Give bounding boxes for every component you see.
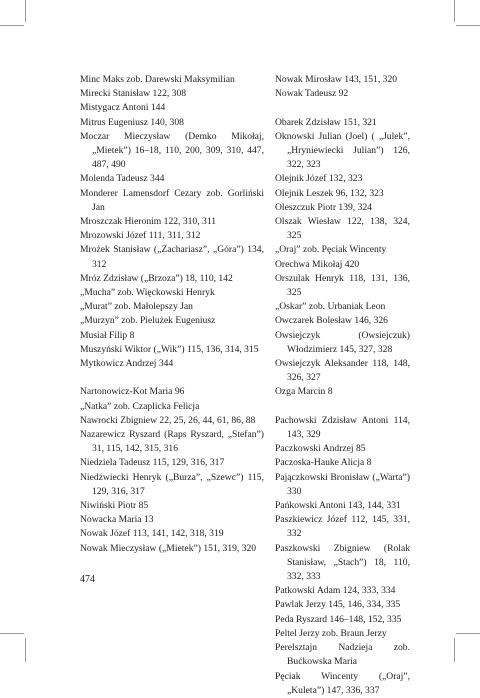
- index-entry: Musiał Filip 8: [80, 329, 135, 341]
- index-entry: Olejnik Józef 132, 323: [275, 173, 363, 185]
- index-entry: Niedziela Tadeusz 115, 129, 316, 317: [80, 457, 225, 469]
- index-entry: Mróz Zdzisław („Brzoza”) 18, 110, 142: [80, 272, 233, 284]
- index-entry: Mistygacz Antoni 144: [80, 102, 166, 114]
- index-entry: Mytkowicz Andrzej 344: [80, 358, 174, 370]
- index-entry: Nazarewicz Ryszard (Raps Ryszard, „Stefan”) 31, 115, 142, 315, 316: [80, 429, 264, 455]
- index-entry: Niwiński Piotr 85: [80, 500, 149, 512]
- index-entry: Oleszczuk Piotr 139, 324: [275, 201, 372, 213]
- index-entry: Paczoska-Hauke Alicja 8: [275, 457, 372, 469]
- page-number: 474: [80, 574, 95, 585]
- index-entry: „Natka” zob. Czaplicka Felicja: [80, 400, 200, 412]
- crop-mark-bottom-right-h: [456, 633, 480, 634]
- index-entry: „Murat” zob. Małolepszy Jan: [80, 301, 193, 313]
- index-entry: Monderer Lamensdorf Cezary zob. Gorliński Jan: [80, 187, 264, 213]
- index-entry: Orechwa Mikołaj 420: [275, 258, 360, 270]
- index-entry: Nowak Mieczysław („Mietek”) 151, 319, 320: [80, 542, 257, 554]
- index-entry: Olejnik Leszek 96, 132, 323: [275, 187, 384, 199]
- index-entry: Nowacka Maria 13: [80, 514, 154, 526]
- index-entry: Nartonowicz-Kot Maria 96: [80, 386, 185, 398]
- index-entry: Pęciak Wincenty („Oraj”, „Kuleta”) 147, 336, 337: [275, 670, 410, 696]
- index-entry: Minc Maks zob. Darewski Maksymilian: [80, 74, 235, 85]
- crop-mark-bottom-left-h: [0, 633, 24, 634]
- index-entry: Ozga Marcin 8: [275, 386, 333, 398]
- index-entry: Nowak Józef 113, 141, 142, 318, 319: [80, 528, 224, 540]
- index-entry: Owsiejczyk (Owsiejczuk) Włodzimierz 145, 327, 328: [275, 329, 410, 355]
- index-entry: Oknowski Julian (Joel) ( „Julek”, „Hryniewiecki Julian”) 126, 322, 323: [275, 130, 410, 171]
- index-entry: Mroszczak Hieronim 122, 310, 311: [80, 216, 217, 228]
- index-entry: Moczar Mieczysław (Demko Mikołaj, „Mietek”) 16–18, 110, 200, 309, 310, 447, 487, 490: [80, 130, 264, 171]
- index-entry: Paszkiewicz Józef 112, 145, 331, 332: [275, 514, 410, 540]
- index-entry: Nawrocki Zbigniew 22, 25, 26, 44, 61, 86, 88: [80, 414, 256, 426]
- crop-mark-bottom-right-v: [454, 638, 455, 662]
- index-entry: Nowak Tadeusz 92: [275, 88, 349, 100]
- index-entry: Paszkowski Zbigniew (Rolak Stanisław, „Stach”) 18, 110, 332, 333: [275, 542, 410, 583]
- crop-mark-top-left-v: [25, 0, 26, 22]
- index-entry: Muszyński Wiktor („Wik”) 115, 136, 314, 315: [80, 343, 259, 355]
- crop-mark-top-right-v: [454, 0, 455, 22]
- crop-mark-bottom-left-v: [25, 638, 26, 662]
- index-entry: Niedźwiecki Henryk („Burza”, „Szewc”) 115, 129, 316, 317: [80, 471, 264, 497]
- index-entry: Perelsztajn Nadzieja zob. Bućkowska Maria: [275, 642, 410, 668]
- index-entry: Owczarek Bolesław 146, 326: [275, 315, 388, 327]
- index-entry: Patkowski Adam 124, 333, 334: [275, 585, 396, 597]
- index-entry: „Oraj” zob. Pęciak Wincenty: [275, 244, 387, 256]
- index-entry: Nowak Mirosław 143, 151, 320: [275, 74, 398, 85]
- index-entry: Mrożek Stanisław („Zachariasz”, „Góra”) 134, 312: [80, 244, 264, 270]
- index-entry: Mirecki Stanisław 122, 308: [80, 88, 187, 100]
- crop-mark-top-left-h: [0, 25, 24, 26]
- index-entry: Olszak Wiesław 122, 138, 324, 325: [275, 216, 410, 242]
- index-entry: Pajączkowski Bronisław („Warta”) 330: [275, 471, 410, 497]
- index-column-left: [80, 73, 264, 556]
- index-column-right: [275, 73, 410, 698]
- index-entry: Pachowski Zdzisław Antoni 114, 143, 329: [275, 414, 410, 441]
- index-entry: „Oskar” zob. Urbaniak Leon: [275, 301, 386, 313]
- index-entry: Orszulak Henryk 118, 131, 136, 325: [275, 272, 410, 299]
- index-entry: Molenda Tadeusz 344: [80, 173, 165, 185]
- index-entry: Paczkowski Andrzej 85: [275, 443, 366, 455]
- index-entry: Pańkowski Antoni 143, 144, 331: [275, 500, 401, 512]
- crop-mark-top-right-h: [456, 25, 480, 26]
- index-entry: Pawlak Jerzy 145, 146, 334, 335: [275, 599, 401, 611]
- index-entry: Mitrus Eugeniusz 140, 308: [80, 116, 184, 128]
- index-entry: „Murzyn” zob. Pielużek Eugeniusz: [80, 315, 216, 327]
- index-entry: Mrozowski Józef 111, 311, 312: [80, 230, 201, 242]
- index-entry: „Mucha” zob. Więckowski Henryk: [80, 287, 215, 299]
- index-entry: Peda Ryszard 146–148, 152, 335: [275, 613, 402, 625]
- index-entry: Owsiejczyk Aleksander 118, 148, 326, 327: [275, 358, 410, 384]
- index-entry: Peltel Jerzy zob. Braun Jerzy: [275, 627, 387, 639]
- index-entry: Obarek Zdzisław 151, 321: [275, 116, 377, 128]
